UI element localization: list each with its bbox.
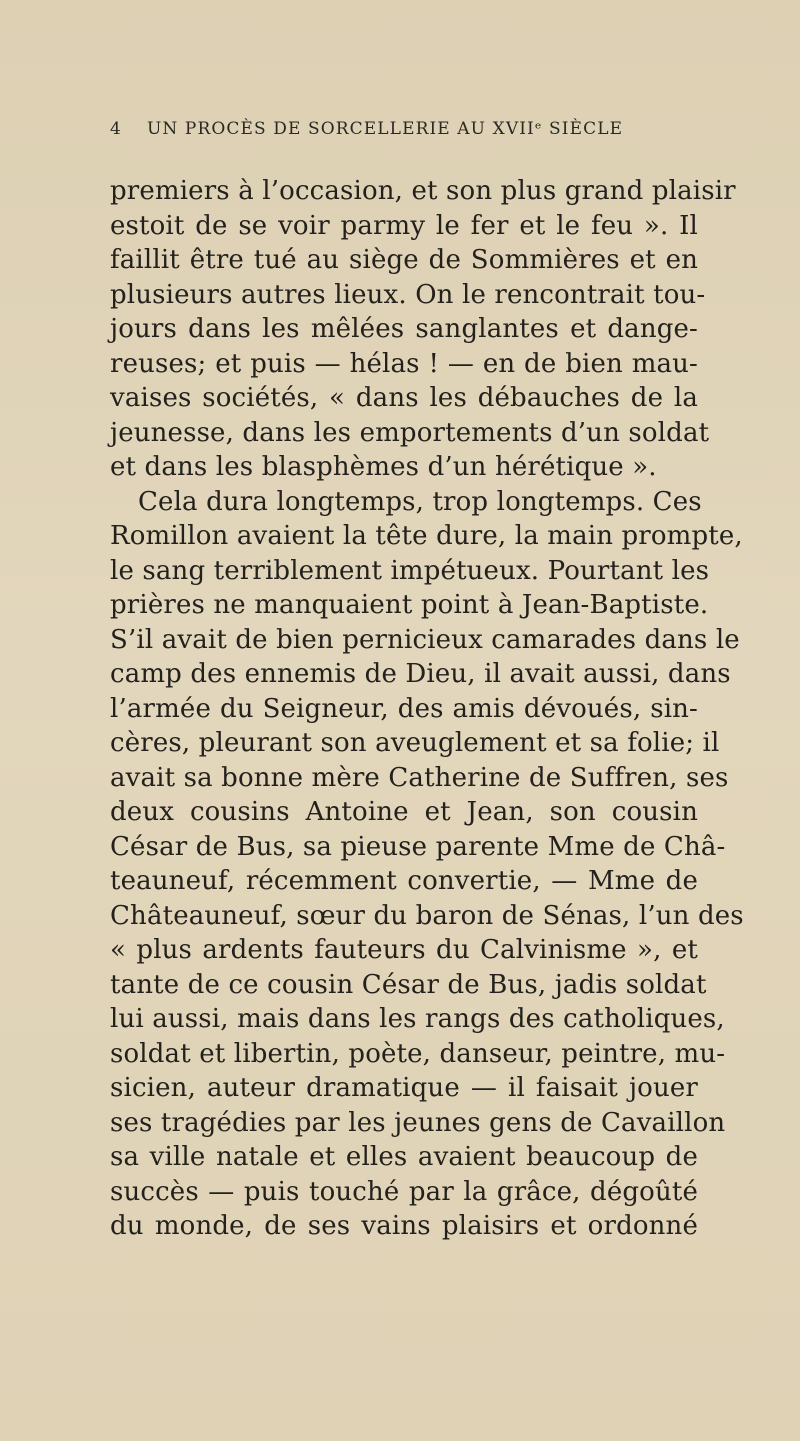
page-header (110, 116, 710, 146)
text-line: plusieurs autres lieux. On le rencontrait tou- (110, 279, 706, 310)
text-line: lui aussi, mais dans les rangs des catholiques, (110, 1004, 725, 1034)
text-line: succès — puis touché par la grâce, dégoûté (110, 1176, 698, 1207)
text-line: et dans les blasphèmes d’un hérétique ». (110, 452, 657, 482)
text-line: du monde, de ses vains plaisirs et ordonné (110, 1211, 698, 1241)
text-line: Cela dura longtemps, trop longtemps. Ces (138, 486, 702, 517)
text-line: S’il avait de bien pernicieux camarades dans le (110, 624, 740, 655)
text-line: ses tragédies par les jeunes gens de Cavaillon (110, 1107, 726, 1138)
body-text (110, 174, 744, 1244)
text-line: teauneuf, récemment convertie, — Mme de (110, 866, 698, 896)
text-line: estoit de se voir parmy le fer et le feu ». Il (110, 210, 698, 241)
running-title: UN PROCÈS DE SORCELLERIE AU XVIIᵉ SIÈCLE (147, 119, 624, 139)
text-line: « plus ardents fauteurs du Calvinisme », et (110, 935, 698, 965)
text-line: vaises sociétés, « dans les débauches de la (110, 383, 698, 413)
text-line: jours dans les mêlées sanglantes et dange- (110, 314, 698, 344)
text-line: avait sa bonne mère Catherine de Suffren, ses (110, 762, 729, 793)
text-line: Châteauneuf, sœur du baron de Sénas, l’un des (110, 900, 744, 931)
text-line: reuses; et puis — hélas ! — en de bien mau- (110, 348, 698, 379)
text-line: Romillon avaient la tête dure, la main prompte, (110, 521, 743, 551)
text-line: premiers à l’occasion, et son plus grand plaisir (110, 176, 736, 206)
text-line: tante de ce cousin César de Bus, jadis soldat (110, 969, 707, 1000)
text-line: deux cousins Antoine et Jean, son cousin (110, 797, 698, 827)
text-line: sicien, auteur dramatique — il faisait jouer (110, 1073, 698, 1103)
text-line: sa ville natale et elles avaient beaucoup de (110, 1142, 698, 1172)
text-line: jeunesse, dans les emportements d’un soldat (110, 417, 710, 448)
text-line: l’armée du Seigneur, des amis dévoués, sin- (110, 693, 698, 724)
text-line: cères, pleurant son aveuglement et sa folie; il (110, 728, 720, 758)
text-line: le sang terriblement impétueux. Pourtant les (110, 555, 710, 586)
text-line: prières ne manquaient point à Jean-Baptiste. (110, 590, 709, 620)
text-line: César de Bus, sa pieuse parente Mme de Châ- (110, 831, 726, 862)
text-line: soldat et libertin, poète, danseur, peintre, mu- (110, 1038, 726, 1069)
text-line: faillit être tué au siège de Sommières et en (110, 245, 698, 275)
page-number: 4 (110, 119, 122, 139)
text-line: camp des ennemis de Dieu, il avait aussi, dans (110, 659, 731, 689)
